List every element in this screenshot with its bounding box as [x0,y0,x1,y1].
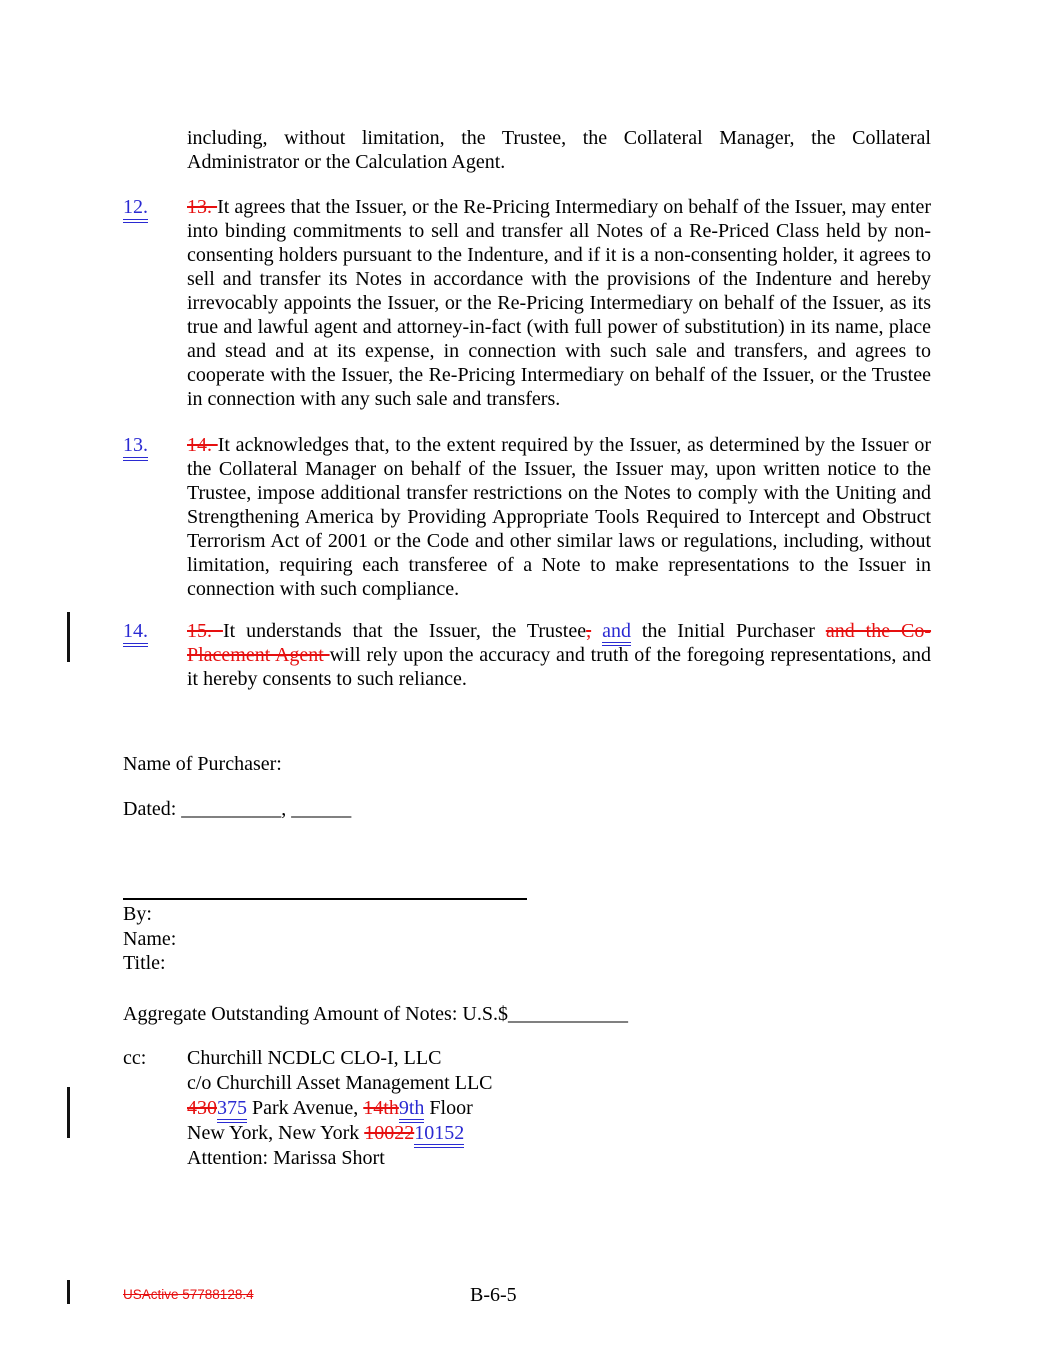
cc-block [123,1046,493,1171]
signer-name-label: Name: [123,927,177,950]
inserted-run: and [602,620,631,646]
footer-page-number: B-6-5 [470,1284,517,1306]
cc-city-line [187,1121,493,1146]
item-number-deleted: 13. [187,196,218,218]
item-text-run: It understands that the Issuer, the Trustee [222,620,587,642]
cc-care-of: c/o Churchill Asset Management LLC [187,1072,493,1094]
signer-title-label: Title: [123,952,166,974]
change-bar [67,1280,70,1304]
item-text: It agrees that the Issuer, or the Re-Pricing Intermediary on behalf of the Issuer, may enter into binding commitments to sell and transfer all Notes of a Re-Priced Class held by non-consenting holders pursuant to the Indenture, and if it is a non-consenting holder, it agrees to sell and transfer its Notes in accordance with the provisions of the Indenture and hereby irrevocably appoints the Issuer, or the Re-Pricing Intermediary on behalf of the Issuer, as its true and lawful agent and attorney-in-fact (with full power of substitution) in its name, place and stead and at its expense, in connection with such sale and transfers, and agrees to cooperate with the Issuer, the Re-Pricing Intermediary on behalf of the Issuer, or the Trustee in connection with any such sale and transfers. [187,196,932,410]
item-number-deleted: 14. [187,434,218,456]
item-number-new: 12. [123,195,148,223]
by-label: By: [123,903,152,925]
item-number-new: 14. [123,619,148,647]
list-item-14 [123,619,931,691]
deleted-run: 430 [187,1097,217,1119]
intro-text: including, without limitation, the Trustee, the Collateral Manager, the Collateral Administrator or the Calculation Agent. [187,127,931,173]
item-body [187,619,931,691]
deleted-run: 14th [363,1097,399,1119]
list-item-13 [123,433,931,601]
change-bar [67,1087,70,1138]
list-item-12 [123,195,931,411]
intro-paragraph [187,126,931,174]
item-text: It acknowledges that, to the extent required by the Issuer, as determined by the Issuer or the Collateral Manager on behalf of the Issuer, the Issuer may, upon written notice to the Trustee, impose additional transfer restrictions on the Notes to comply with the Uniting and Strengthening America by Providing Appropriate Tools Required to Intercept and Obstruct Terrorism Act of 2001 or the Code and other similar laws or regulations, including, without limitation, requiring each transferee of a Note to make representations to the Issuer in connection with such compliance. [187,434,931,600]
item-body [187,433,931,601]
cc-attention: Attention: Marissa Short [187,1147,385,1169]
text-run: New York, New York [187,1122,365,1144]
item-number-new: 13. [123,433,148,461]
item-text-run [591,620,602,642]
cc-company: Churchill NCDLC CLO-I, LLC [187,1047,442,1069]
deleted-run: , [586,620,592,642]
inserted-run: 375 [217,1097,247,1123]
item-text-run: the Initial Purchaser [630,620,826,642]
item-text-run: will rely upon the accuracy and truth of the foregoing representations, and it hereby consents to such reliance. [187,644,932,690]
deleted-run: and the Co-Placement Agent [187,620,932,666]
footer-doc-id: USActive 57788128.4 [123,1287,254,1302]
change-bar [67,612,70,662]
inserted-run: 10152 [414,1122,464,1148]
name-of-purchaser-label: Name of Purchaser: [123,753,282,775]
cc-address [187,1046,493,1171]
cc-street-line [187,1096,493,1121]
item-number-deleted: 15. [187,620,223,642]
signature-block [123,898,623,976]
deleted-run: 10022 [364,1122,415,1144]
item-body [187,195,931,411]
text-run: Floor [424,1097,473,1119]
text-run: Park Avenue, [247,1097,364,1119]
cc-label: cc: [123,1047,147,1069]
dated-line: Dated: __________, ______ [123,798,352,820]
inserted-run: 9th [399,1097,425,1123]
aggregate-amount-line: Aggregate Outstanding Amount of Notes: U.S.$____________ [123,1003,628,1025]
signature-line [123,898,527,900]
